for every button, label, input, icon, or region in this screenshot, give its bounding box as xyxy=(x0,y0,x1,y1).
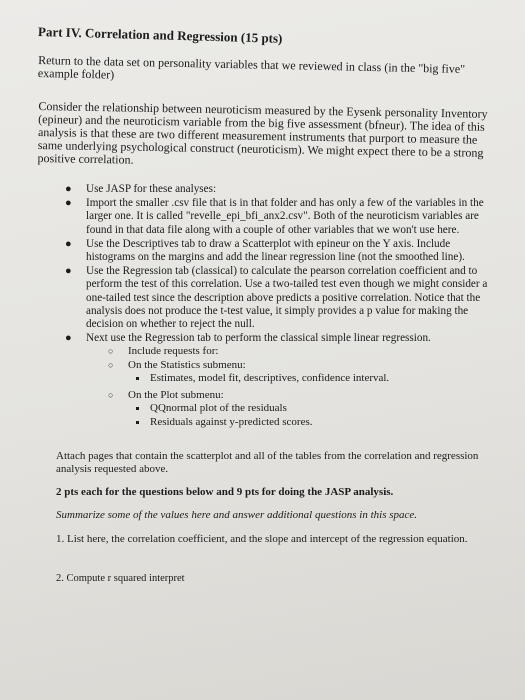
list-item: ● Use the Descriptives tab to draw a Scatterplot with epineur on the Y axis. Include histograms on the margins and add the linear regression line (not the smoothed line). xyxy=(65,237,465,264)
question-2: 2. Compute r squared interpret xyxy=(56,573,185,585)
list-item: ● Import the smaller .csv file that is in that folder and has only a few of the variables in the larger one. It is called "revelle_epi_bfi_anx2.csv". Both of the neuroticism variables are found in that data file along with a couple of other variables that we won't use here. xyxy=(65,197,484,236)
sub-item-include: ○ Include requests for: xyxy=(108,345,219,358)
sub-item-statistics: ○ On the Statistics submenu: Estimates, model fit, descriptives, confidence interval. xyxy=(128,359,501,388)
square-bullet-icon xyxy=(136,377,139,380)
list-item: ● Use the Regression tab (classical) to calculate the pearson correlation coefficient and to perform the test of this correlation. Use a two-tailed test even though we might consider a one-tailed test since the description above predicts a positive correlation. Notice that the analysis does not produce the t-test value, it simply provides a p value for making the decision on whether to reject the null. xyxy=(65,265,488,331)
instruction-list xyxy=(38,183,501,432)
sub-list xyxy=(86,345,501,432)
list-item: Estimates, model fit, descriptives, confidence interval. xyxy=(150,372,501,385)
square-bullet-icon xyxy=(136,421,139,424)
question-1: 1. List here, the correlation coefficient, and the slope and intercept of the regression equation. xyxy=(56,533,468,546)
attach-instructions: Attach pages that contain the scatterplot and all of the tables from the correlation and regression analysis requested above. xyxy=(56,450,479,476)
circle-bullet-icon: ○ xyxy=(108,390,114,401)
list-item: ● Next use the Regression tab to perform the classical simple linear regression. ○ Include requests for: ○ On the Statistics submenu: Estimates, model fit, descriptives, confidence interval. ○ On the Plot submenu: QQnormal plot of the residuals Residuals against y-predicted scores. xyxy=(86,332,501,432)
summarize-note: Summarize some of the values here and answer additional questions in this space. xyxy=(56,509,418,522)
points-note: 2 pts each for the questions below and 9 pts for doing the JASP analysis. xyxy=(56,486,394,499)
bullet-icon: ● xyxy=(65,197,72,210)
bullet-icon: ● xyxy=(65,237,72,250)
circle-bullet-icon: ○ xyxy=(108,346,114,357)
list-item: Residuals against y-predicted scores. xyxy=(150,416,501,429)
list-item: QQnormal plot of the residuals xyxy=(150,402,501,415)
sub-item-plot: ○ On the Plot submenu: QQnormal plot of the residuals Residuals against y-predicted scores. xyxy=(128,389,501,432)
consider-paragraph: Consider the relationship between neuroticism measured by the Eysenk personality Inventory (epineur) and the neuroticism variable from the big five assessment (bfneur). The idea of this analysis is that these are two different measurement instruments that purport to measure the same underlying psychological construct (neuroticism). We might expect there to be a strong positive correlation. xyxy=(37,99,488,167)
bullet-icon: ● xyxy=(65,332,72,345)
statistics-options xyxy=(128,372,501,388)
bullet-icon: ● xyxy=(65,183,72,195)
plot-options xyxy=(128,402,501,432)
bullet-icon: ● xyxy=(65,265,72,278)
intro-paragraph: Return to the data set on personality variables that we reviewed in class (in the "big five" example folder) xyxy=(37,53,466,82)
section-heading: Part IV. Correlation and Regression (15 pts) xyxy=(37,24,283,46)
circle-bullet-icon: ○ xyxy=(108,360,114,371)
square-bullet-icon xyxy=(136,407,139,410)
list-item: ● Use JASP for these analyses: xyxy=(65,183,217,195)
